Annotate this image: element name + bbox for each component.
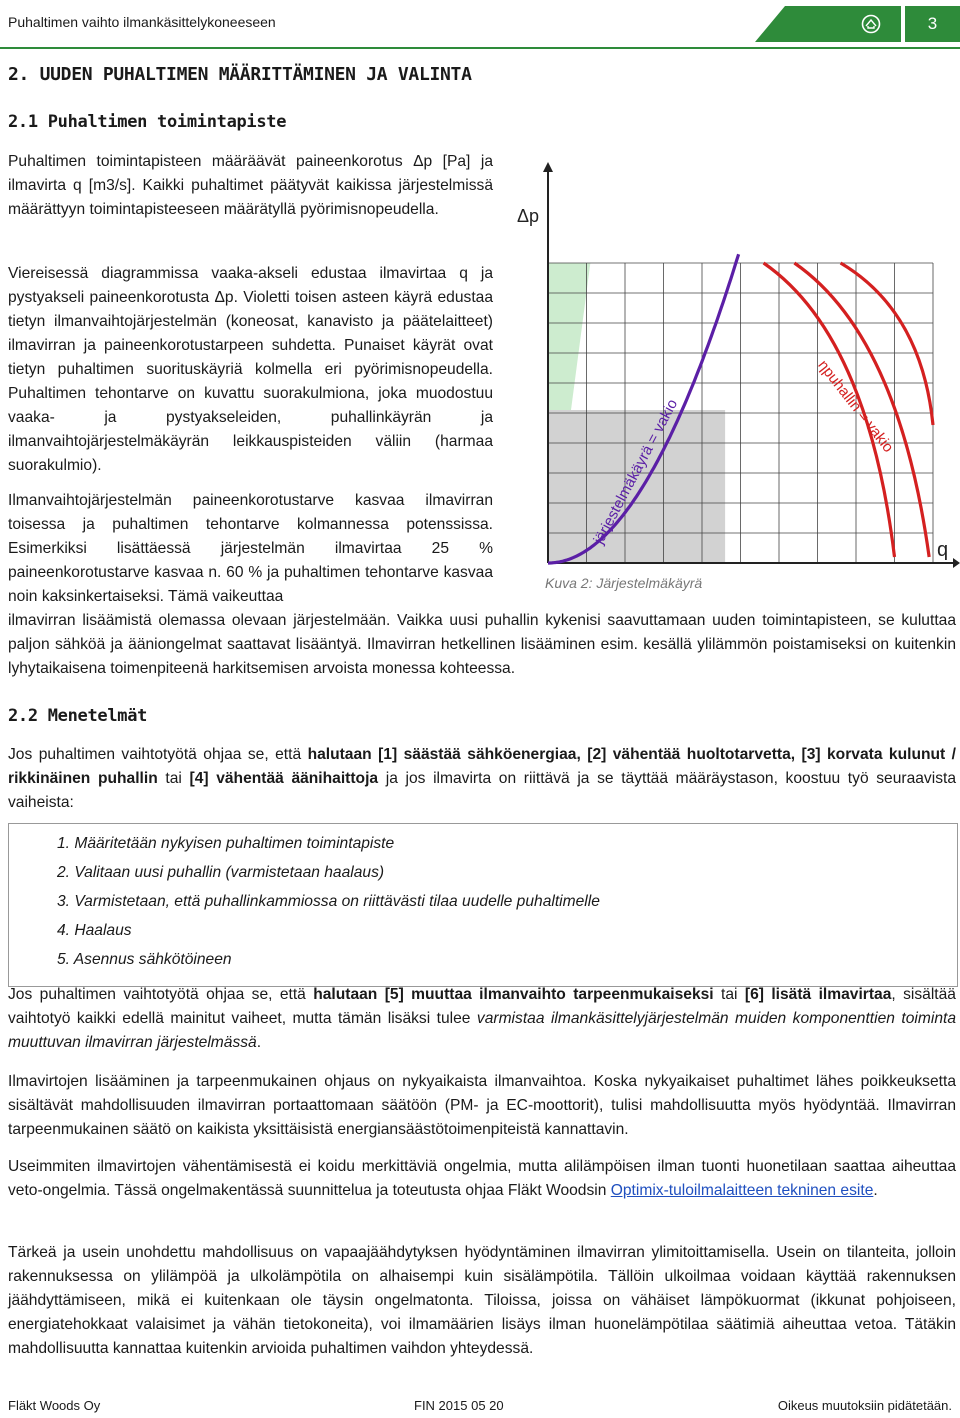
text-run: tai <box>157 770 190 787</box>
subsection-title-2-2: 2.2 Menetelmät <box>8 706 148 726</box>
x-axis-label: q <box>937 539 949 561</box>
steps-list <box>57 832 600 977</box>
fan-curve-n1 <box>764 263 895 557</box>
step-item-2: 2. Valitaan uusi puhallin (varmistetaan haalaus) <box>57 864 385 881</box>
paragraph-demand-control <box>8 983 956 1055</box>
paragraph-operating-point: Puhaltimen toimintapisteen määräävät paineenkorotus Δp [Pa] ja ilmavirta q [m3/s]. Kaikki puhaltimet päätyvät kaikissa järjestelmissä määrättyyn toimintapisteeseen määrätyllä pyörimisnopeudella. <box>8 153 493 218</box>
section-title: 2. UUDEN PUHALTIMEN MÄÄRITTÄMINEN JA VALINTA <box>8 64 472 85</box>
text-run: Jos puhaltimen vaihtotyötä ohjaa se, että <box>8 746 308 763</box>
footer-rights: Oikeus muutoksiin pidätetään. <box>777 1398 952 1413</box>
step-item-3: 3. Varmistetaan, että puhallinkammiossa on riittävästi tilaa uudelle puhaltimelle <box>57 893 600 910</box>
optimix-link[interactable]: Optimix-tuloilmalaitteen tekninen esite <box>610 1182 874 1199</box>
paragraph-airflow-increase: Ilmavirtojen lisääminen ja tarpeenmukainen ohjaus on nykyaikaista ilmanvaihtoa. Koska nykyaikaiset puhaltimet lähes poikkeuksetta sisältävät mahdollisuuden ilmavirran portaattomaan säätöön (PM- ja EC-moottorit), tulisi mahdollisuutta myös hyödyntää. Ilmavirran tarpeenmukainen säätö on kaikista yksittäisistä energiansäästötoimenpiteistä kannattavin. <box>8 1073 956 1138</box>
x-axis-arrow <box>953 558 960 568</box>
text-run: Useimmiten ilmavirtojen vähentämisestä ei koidu merkittäviä ongelmia, mutta alilämpöisen ilman tuonti huonetilaan saattaa aiheuttaa veto-ongelmia. Tässä ongelmakentässä suunnittelua ja toteutusta ohjaa Fläkt Woodsin <box>8 1158 956 1199</box>
bold-run: halutaan [1] säästää sähköenergiaa, [2] vähentää huoltotarvetta, [3] korvata kulunut / rikkinäinen puhallin <box>8 746 956 787</box>
text-run: ja jos ilmavirta on riittävä ja se täyttää määräystason, koostuu työ seuraavista vaiheista: <box>8 770 956 811</box>
bold-run: halutaan [5] muuttaa ilmanvaihto tarpeenmukaiseksi <box>313 986 714 1003</box>
text-run: , sisältää vaihtotyö kaikki edellä mainitut vaiheet, mutta tämän lisäksi tulee <box>8 986 956 1027</box>
page-number: 3 <box>905 6 960 42</box>
flakt-woods-logo-icon <box>861 14 881 34</box>
text-run: . <box>873 1182 878 1199</box>
bold-run: [6] lisätä ilmavirtaa <box>744 986 892 1003</box>
footer-company: Fläkt Woods Oy <box>8 1398 101 1413</box>
fan-curve-label: ηpuhallin = vakio <box>814 356 897 456</box>
footer-code: FIN 2015 05 20 <box>414 1398 504 1413</box>
paragraph-airflow-reduction <box>8 1155 956 1203</box>
paragraph-methods-intro <box>8 743 956 815</box>
text-run: . <box>256 1034 262 1051</box>
text-run: Jos puhaltimen vaihtotyötä ohjaa se, että <box>8 986 314 1003</box>
figure-caption: Kuva 2: Järjestelmäkäyrä <box>545 575 703 591</box>
subsection-title-2-1: 2.1 Puhaltimen toimintapiste <box>8 112 287 132</box>
header-rule <box>0 47 960 49</box>
step-item-1: 1. Määritetään nykyisen puhaltimen toimintapiste <box>57 835 395 852</box>
system-curve-chart <box>505 140 960 605</box>
italic-run: varmistaa ilmankäsittelyjärjestelmän muiden komponenttien toiminta muuttuvan ilmavirran järjestelmässä <box>8 1010 956 1051</box>
text-run: tai <box>713 986 745 1003</box>
paragraph-free-cooling: Tärkeä ja usein unohdettu mahdollisuus on vapaajäähdytyksen hyödyntäminen ilmavirran ylimitoittamisella. Usein on tilanteita, jolloin rakennuksessa on ylilämpöä ja ulkolämpötila on alhaisempi kuin sisälämpötila. Tällöin ulkoilmaa voidaan käyttää rakennuksen jäähdyttämiseen, mikä ei kuitenkaan ole täysin ongelmatonta. Tiloissa, joissa on vähäiset lämpökuormat (ikkunat pohjoiseen, energiatehokkaat valaisimet ja vähän tietokoneita), voi ilmamäärien lisäys ilman huonelämpötilaa säätimiä aiheuttaa vetoa. Tätäkin mahdollisuutta kannattaa kuitenkin arvioida puhaltimen vaihdon yhteydessä. <box>8 1244 956 1357</box>
bold-run: [4] vähentää äänihaittoja <box>189 770 379 787</box>
steps-box <box>8 823 958 987</box>
document-title: Puhaltimen vaihto ilmankäsittelykoneeseen <box>8 14 276 30</box>
paragraph-diagram-explanation: Viereisessä diagrammissa vaaka-akseli edustaa ilmavirtaa q ja pystyakseli paineenkorotusta Δp. Violetti toisen asteen käyrä edustaa tietyn ilmanvaihtojärjestelmän (koneosat, kanavisto ja päätelaitteet) ilmavirran ja paineenkorotustarpeen suhdetta. Punaiset käyrät ovat tietyn puhaltimen suorituskäyriä kolmella eri pyörimisnopeudella. Puhaltimen tehontarve on kuvattu suorakulmiona, joka muodostuu vaaka- ja pystyakseleiden, puhallinkäyrän ja ilmanvaihtojärjestelmäkäyrän leikkauspisteiden väliin (harmaa suorakulmio). <box>8 265 493 474</box>
chart-title-backdrop <box>547 140 957 261</box>
system-curve-label: järjestelmäkäyrä = vakio <box>590 396 682 547</box>
y-axis-label: Δp <box>517 206 540 226</box>
step-item-4: 4. Haalaus <box>57 922 132 939</box>
paragraph-pressure-growth-cont: ilmavirran lisäämistä olemassa olevaan järjestelmään. Vaikka uusi puhallin kykenisi saavuttamaan uuden toimintapisteen, se kuluttaa paljon sähköä ja ääniongelmat saattavat lisääntyä. Ilmavirran hetkellinen lisääminen esim. kesällä ylilämmön poistamiseksi on kuitenkin lyhytaikaisena toimenpiteenä harkitsemisen arvoista monessa kohteessa. <box>8 612 956 677</box>
paragraph-pressure-growth: Ilmanvaihtojärjestelmän paineenkorotustarve kasvaa ilmavirran toisessa ja puhaltimen tehontarve kolmannessa potenssissa. Esimerkiksi lisättäessä järjestelmän ilmavirtaa 25 % paineenkorotustarve kasvaa n. 60 % ja puhaltimen tehontarve kasvaa noin kaksinkertaiseksi. Tämä vaikeuttaa <box>8 492 493 605</box>
step-item-5: 5. Asennus sähkötöineen <box>57 951 232 968</box>
